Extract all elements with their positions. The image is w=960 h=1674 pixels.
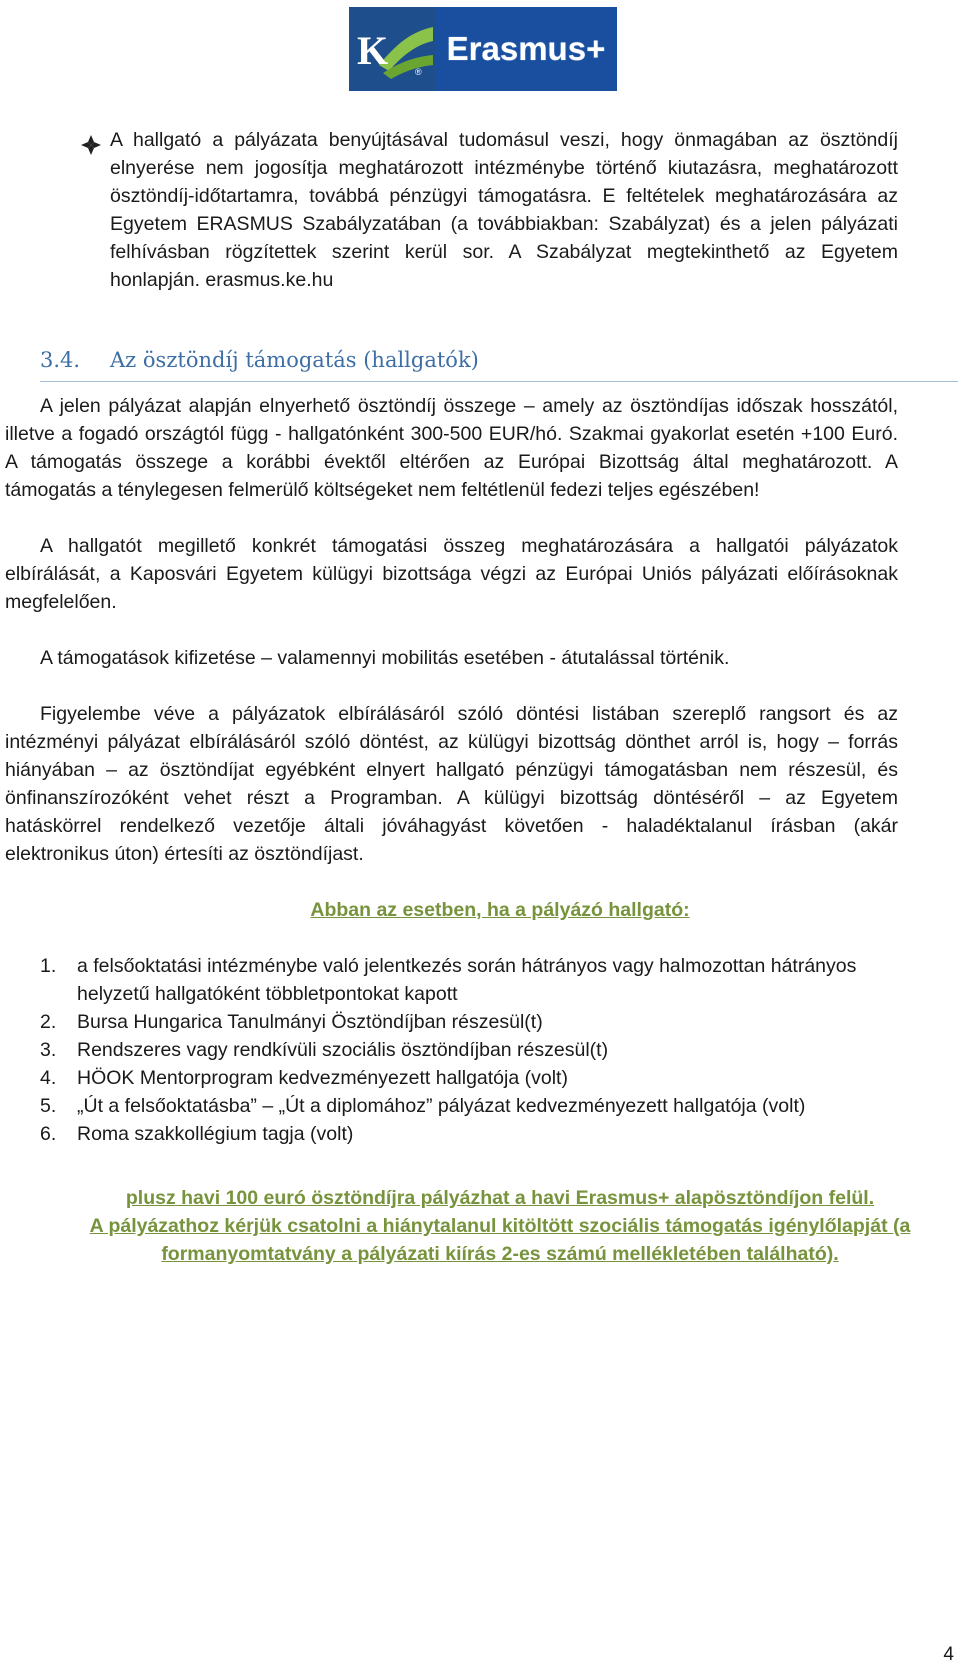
list-text: a felsőoktatási intézménybe való jelentkezés során hátrányos vagy halmozottan hátrányos helyzetű hallgatóként többletpontokat kapott [77, 955, 857, 1005]
text-line: ösztöndíj-időtartamra, továbbá pénzügyi támogatásra. E feltételek meghatározására az [110, 185, 898, 207]
paragraph-payment [40, 644, 898, 672]
section-heading [40, 348, 958, 382]
text-line: A támogatás összege a korábbi évektől eltérően az Európai Bizottság által meghatározott. A [5, 451, 898, 473]
erasmus-logo [435, 7, 617, 91]
attachment-line: A pályázathoz kérjük csatolni a hiánytalanul kitöltött szociális támogatás igénylőlapját (a [89, 1215, 911, 1237]
text-line: felhívásban rögzítettek szerint kerül sor. A Szabályzat megtekinthető az Egyetem [110, 241, 898, 263]
list-number: 5. [40, 1095, 57, 1117]
list-item [40, 952, 920, 1008]
section-number: 3.4. [40, 348, 81, 372]
registered-mark: ® [415, 67, 422, 77]
text-line: önfinanszírozóként vehet részt a Programban. A külügyi bizottság döntéséről – az Egyetem [5, 787, 898, 809]
list-number: 1. [40, 955, 57, 977]
list-text: Roma szakkollégium tagja (volt) [77, 1123, 354, 1145]
supplement-line: plusz havi 100 euró ösztöndíjra pályázhat a havi Erasmus+ alapösztöndíjon felül. [125, 1187, 875, 1209]
eligibility-list [40, 952, 920, 1148]
text-line: A hallgatót megillető konkrét támogatási összeg meghatározására a hallgatói pályázatok [40, 535, 898, 557]
form-line: formanyomtatvány a pályázati kiírás 2-es számú mellékletében található). [161, 1243, 839, 1265]
text-line: intézményi pályázat elbírálásáról szóló döntést, az külügyi bizottság dönthet arról is, hogy – forrás [5, 731, 898, 753]
text-line: elbírálását, a Kaposvári Egyetem külügyi bizottsága végzi az Európai Uniós pályázati előírásoknak [5, 563, 898, 585]
list-text: Bursa Hungarica Tanulmányi Ösztöndíjban részesül(t) [77, 1011, 543, 1033]
page-number: 4 [943, 1644, 954, 1665]
k-letter: K [357, 28, 389, 73]
text-line: elektronikus úton) értesíti az ösztöndíjast. [5, 843, 364, 865]
text-line: elnyerése nem jogosítja meghatározott intézménybe történő kiutazásra, meghatározott [110, 157, 898, 179]
list-number: 4. [40, 1067, 57, 1089]
list-item [40, 1036, 920, 1064]
eligibility-heading: Abban az esetben, ha a pályázó hallgató: [310, 899, 690, 921]
text-line: honlapján. erasmus.ke.hu [110, 269, 334, 291]
text-line: támogatás a ténylegesen felmerülő költségeket nem feltétlenül fedezi teljes egészében! [5, 479, 760, 501]
list-text: HÖOK Mentorprogram kedvezményezett hallgatója (volt) [77, 1067, 568, 1089]
list-number: 2. [40, 1011, 57, 1033]
paragraph-decision [5, 700, 898, 868]
diamond-bullet-icon [80, 134, 102, 156]
paragraph-committee [5, 532, 898, 616]
text-line: A jelen pályázat alapján elnyerhető ösztöndíj összege – amely az ösztöndíjas időszak hosszától, [40, 395, 898, 417]
erasmus-text: Erasmus+ [446, 30, 606, 67]
paragraph-amount [5, 392, 898, 504]
kaposvar-logo [349, 7, 435, 91]
list-item [40, 1008, 920, 1036]
text-line: Figyelembe véve a pályázatok elbírálásáról szóló döntési listában szereplő rangsort és az [40, 703, 898, 725]
text-line: Egyetem ERASMUS Szabályzatában (a továbbiakban: Szabályzat) és a jelen pályázati [110, 213, 898, 235]
list-number: 3. [40, 1039, 57, 1061]
section-title: Az ösztöndíj támogatás (hallgatók) [110, 348, 479, 372]
text-line: hatáskörrel rendelkező vezetője általi jóváhagyást követően - haladéktalanul írásban (akár [5, 815, 898, 837]
text-line: A hallgató a pályázata benyújtásával tudomásul veszi, hogy önmagában az ösztöndíj [110, 129, 898, 151]
list-item [40, 1092, 920, 1120]
list-item [40, 1120, 920, 1148]
logo [349, 7, 617, 91]
list-number: 6. [40, 1123, 57, 1145]
text-line: megfelelően. [5, 591, 117, 613]
text-line: hiányában – az ösztöndíjat egyébként elnyert hallgató pénzügyi támogatásban nem részesül, és [5, 759, 898, 781]
text-line: illetve a fogadó országtól függ - hallgatónként 300-500 EUR/hó. Szakmai gyakorlat esetén +100 Euró. [5, 423, 898, 445]
list-item [40, 1064, 920, 1092]
bullet-paragraph [110, 126, 898, 294]
text-line: A támogatások kifizetése – valamennyi mobilitás esetében - átutalással történik. [40, 647, 730, 669]
list-text: Rendszeres vagy rendkívüli szociális ösztöndíjban részesül(t) [77, 1039, 609, 1061]
list-text: „Út a felsőoktatásba” – „Út a diplomához” pályázat kedvezményezett hallgatója (volt) [77, 1095, 806, 1117]
